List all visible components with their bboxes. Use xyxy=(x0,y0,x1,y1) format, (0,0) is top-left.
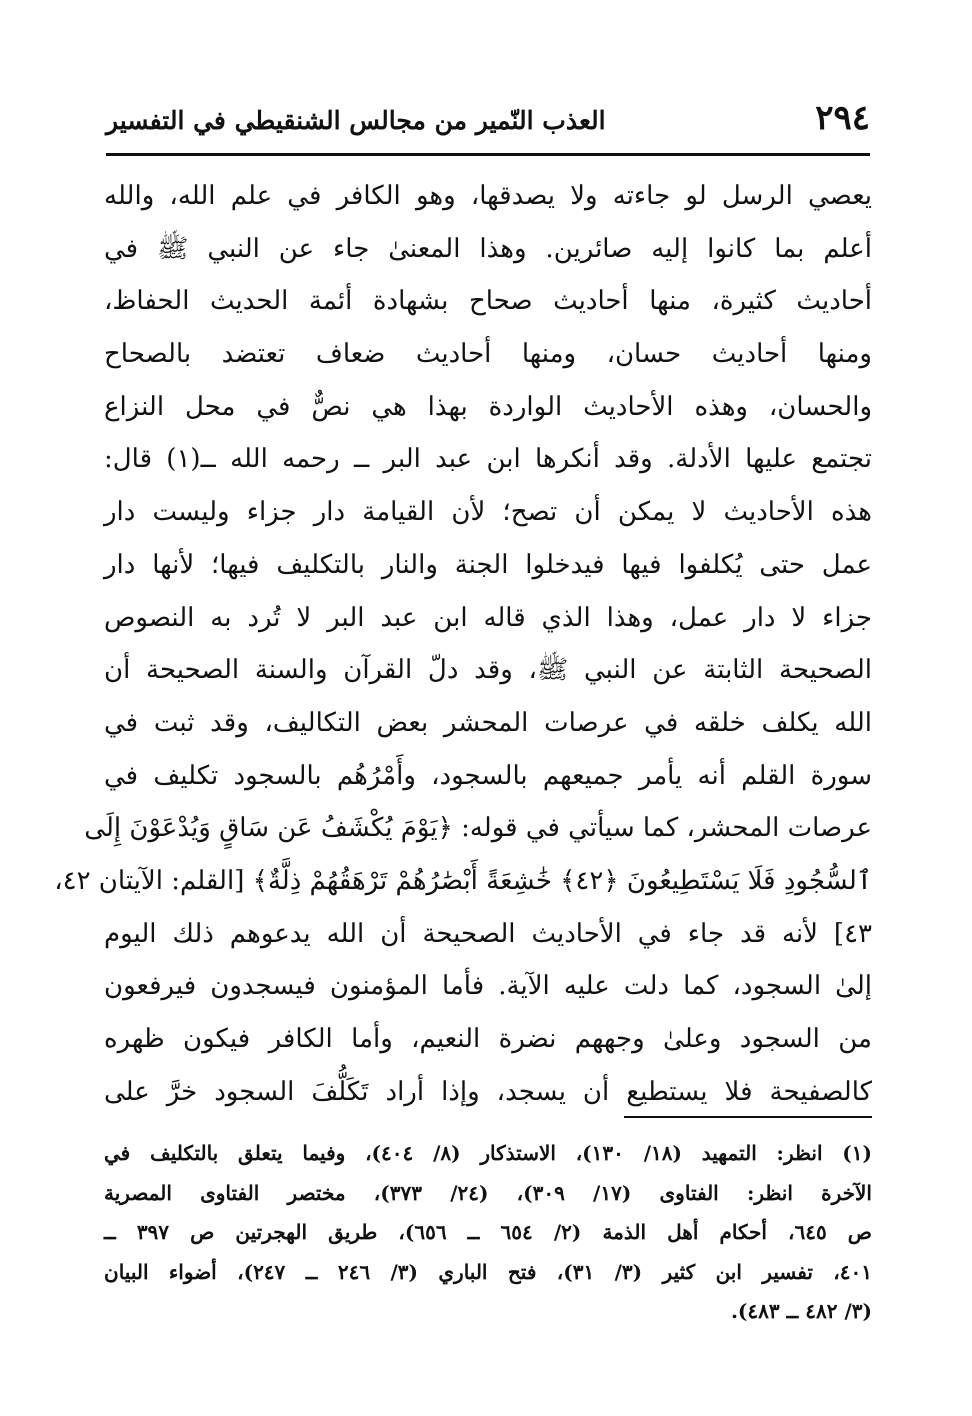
main-text xyxy=(54,170,873,1118)
footnote-line: ص ٦٤٥، أحكام أهل الذمة (٢/ ٦٥٤ ــ ٦٥٦)، طريق الهجرتين ص ٣٩٧ ــ xyxy=(104,1220,872,1244)
text-line: يعصي الرسل لو جاءته ولا يصدقها، وهو الكافر في علم الله، والله xyxy=(104,181,872,211)
footnote-line: الآخرة انظر: الفتاوى (١٧/ ٣٠٩)، (٢٤/ ٣٧٣)، مختصر الفتاوى المصرية xyxy=(104,1180,872,1205)
text-line: ومنها أحاديث حسان، ومنها أحاديث ضعاف تعتضد بالصحاح xyxy=(104,339,872,370)
text-line: جزاء لا دار عمل، وهذا الذي قاله ابن عبد البر لا تُرد به النصوص xyxy=(104,602,872,633)
text-line: عمل حتى يُكلفوا فيها فيدخلوا الجنة والنار بالتكليف فيها؛ لأنها دار xyxy=(104,549,872,580)
running-title: العذب النّمير من مجالس الشنقيطي في التفسير xyxy=(106,106,606,135)
footnote-line: (٣/ ٤٨٢ ــ ٤٨٣). xyxy=(730,1299,872,1323)
footnotes xyxy=(104,1134,872,1332)
text-line: كالصفيحة فلا يستطيع أن يسجد، وإذا أراد تَكَلُّفَ السجود خرَّ على xyxy=(104,1076,872,1107)
text-line: أعلم بما كانوا إليه صائرين. وهذا المعنىٰ جاء عن النبي ﷺ في xyxy=(104,233,872,264)
text-line: ٤٣] لأنه قد جاء في الأحاديث الصحيحة أن الله يدعوهم ذلك اليوم xyxy=(104,918,872,949)
text-line: هذه الأحاديث لا يمكن أن تصح؛ لأن القيامة دار جزاء وليست دار xyxy=(104,497,872,528)
page-header xyxy=(106,92,870,152)
text-line: الصحيحة الثابتة عن النبي ﷺ، وقد دلّ القرآن والسنة الصحيحة أن xyxy=(104,655,872,686)
text-line: إلىٰ السجود، كما دلت عليه الآية. فأما المؤمنون فيسجدون فيرفعون xyxy=(104,971,872,1002)
text-line: والحسان، وهذه الأحاديث الواردة بهذا هي نصٌّ في محل النزاع xyxy=(104,391,872,422)
footnote-rule xyxy=(624,1116,872,1118)
page-number: ٢٩٤ xyxy=(815,98,870,138)
footnote-line: ٤٠١، تفسير ابن كثير (٣/ ٣١)، فتح الباري (٣/ ٢٤٦ ــ ٢٤٧)، أضواء البيان xyxy=(104,1259,872,1284)
text-line: ٱلسُّجُودِ فَلَا يَسْتَطِيعُونَ ﴿٤٢﴾ خَٰشِعَةً أَبْصَٰرُهُمْ تَرْهَقُهُمْ ذِلَّةٌ﴾ [القلم: الآيتان ٤٢، xyxy=(54,865,872,896)
text-line: أحاديث كثيرة، منها أحاديث صحاح بشهادة أئمة الحديث الحفاظ، xyxy=(104,286,872,317)
text-line: تجتمع عليها الأدلة. وقد أنكرها ابن عبد البر ــ رحمه الله ــ(١) قال: xyxy=(104,444,872,475)
text-line: من السجود وعلىٰ وجههم نضرة النعيم، وأما الكافر فيكون ظهره xyxy=(104,1024,872,1054)
footnote-line: (١) انظر: التمهيد (١٨/ ١٣٠)، الاستذكار (٨/ ٤٠٤)، وفيما يتعلق بالتكليف في xyxy=(104,1141,872,1165)
header-rule xyxy=(106,153,870,156)
text-line: عرصات المحشر، كما سيأتي في قوله: ﴿يَوْمَ يُكْشَفُ عَن سَاقٍ وَيُدْعَوْنَ إِلَى xyxy=(84,813,872,844)
text-line: الله يكلف خلقه في عرصات المحشر بعض التكاليف، وقد ثبت في xyxy=(104,707,872,738)
text-line: سورة القلم أنه يأمر جميعهم بالسجود، وأَمْرُهُم بالسجود تكليف في xyxy=(104,760,873,791)
